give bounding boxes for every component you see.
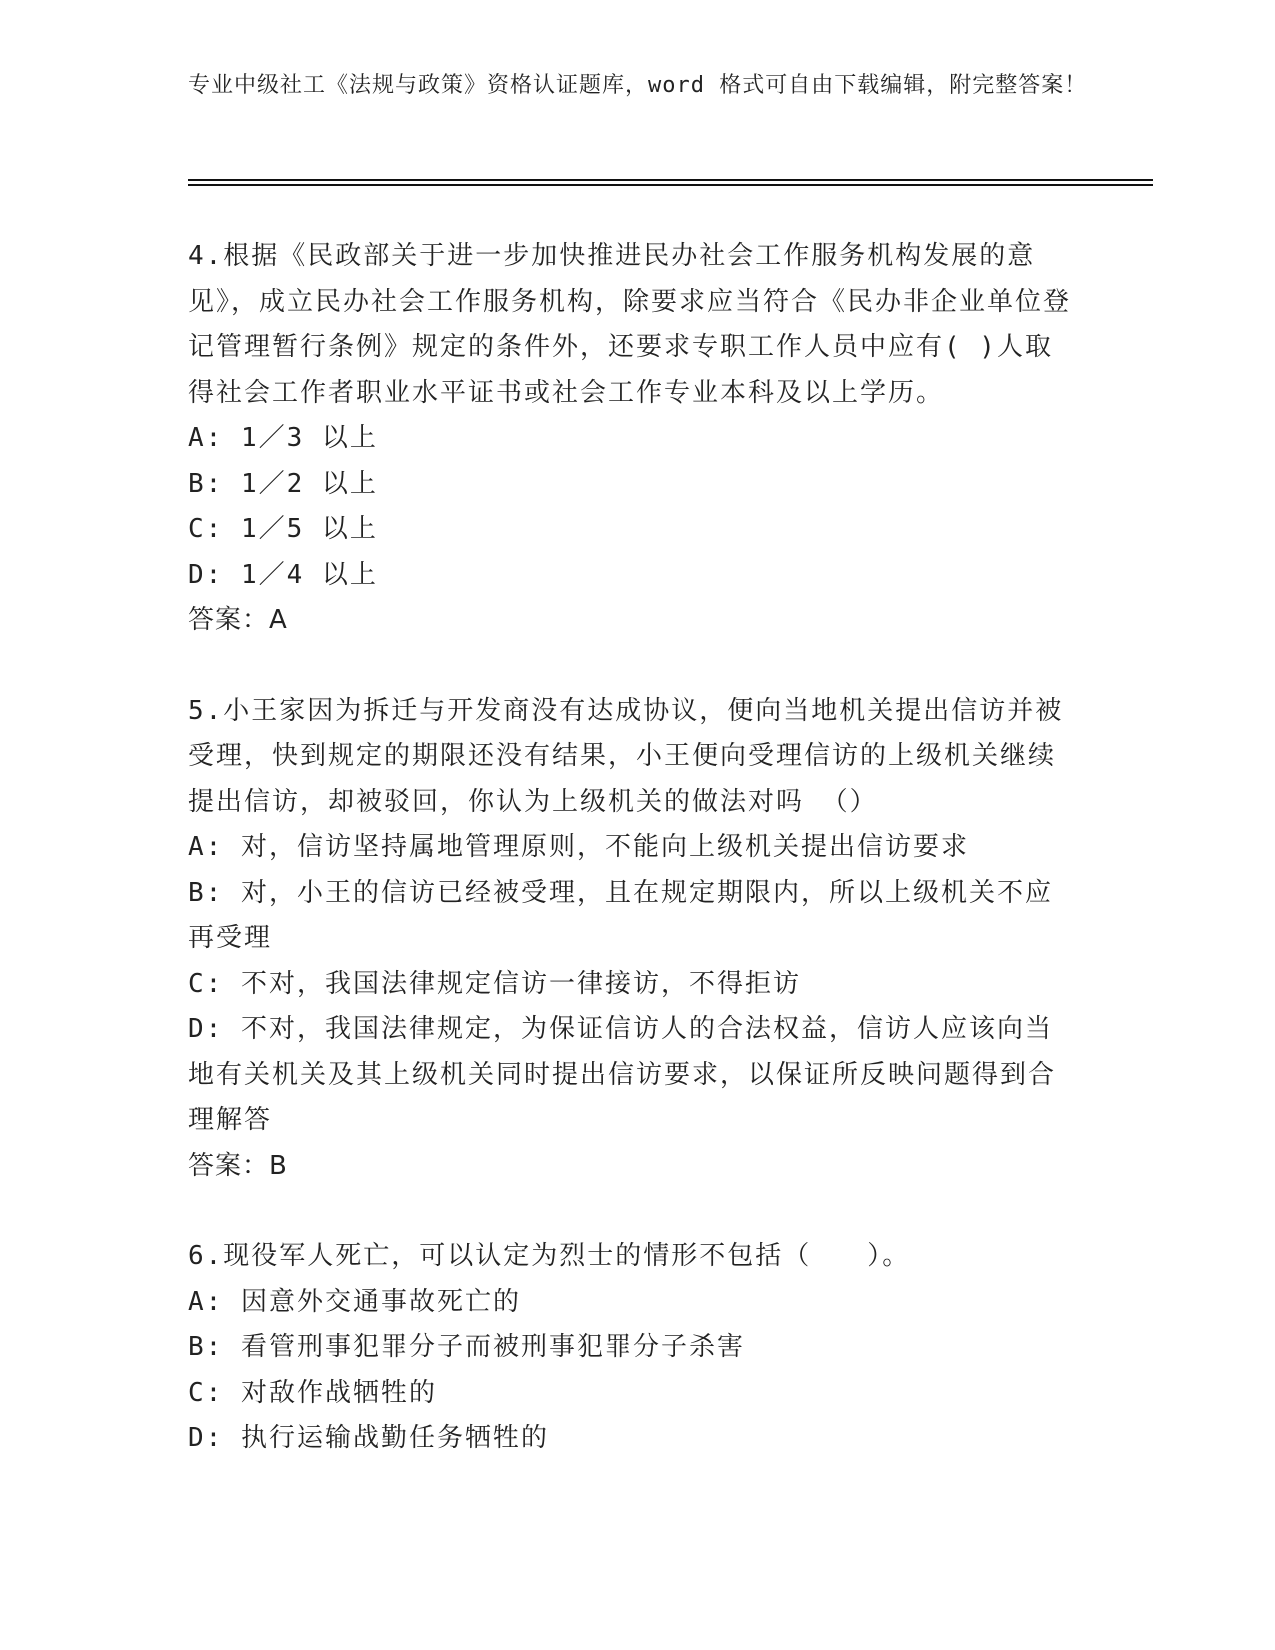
question-text: 6.现役军人死亡，可以认定为烈士的情形不包括（ ）。 [188,1241,911,1271]
answer: 答案：B [188,1150,288,1181]
spacer [188,1189,1078,1234]
option-d: D: 1／4 以上 [188,559,378,590]
question-5 [188,689,1078,1190]
option-c: C: 对敌作战牺牲的 [188,1377,437,1408]
question-text: 4.根据《民政部关于进一步加快推进民办社会工作服务机构发展的意见》，成立民办社会工作服务机构，除要求应当符合《民办非企业单位登记管理暂行条例》规定的条件外，还要求专职工作人员中应有( )人取得社会工作者职业水平证书或社会工作专业本科及以上学历。 [188,241,1072,408]
header-divider-bottom [188,184,1153,186]
option-a: A: 对，信访坚持属地管理原则，不能向上级机关提出信访要求 [188,832,969,862]
header-divider-top [188,179,1153,181]
spacer [188,644,1078,689]
question-text: 5.小王家因为拆迁与开发商没有达成协议，便向当地机关提出信访并被受理，快到规定的期限还没有结果，小王便向受理信访的上级机关继续提出信访，却被驳回，你认为上级机关的做法对吗 （） [188,695,1064,817]
option-b: B: 1／2 以上 [188,468,378,499]
question-list [188,234,1078,1462]
header-text: 专业中级社工《法规与政策》资格认证题库，word 格式可自由下载编辑，附完整答案！ [188,73,1088,98]
option-a: A: 因意外交通事故死亡的 [188,1286,521,1317]
document-header [188,70,1088,102]
question-6 [188,1234,1078,1462]
option-b: B: 看管刑事犯罪分子而被刑事犯罪分子杀害 [188,1332,745,1362]
option-d: D: 不对，我国法律规定，为保证信访人的合法权益，信访人应该向当地有关机关及其上级机关同时提出信访要求，以保证所反映问题得到合理解答 [188,1014,1057,1135]
option-b: B: 对，小王的信访已经被受理，且在规定期限内，所以上级机关不应再受理 [188,877,1053,953]
option-a: A: 1／3 以上 [188,423,378,453]
question-4 [188,234,1078,644]
option-d: D: 执行运输战勤任务牺牲的 [188,1423,549,1453]
option-c: C: 不对，我国法律规定信访一律接访，不得拒访 [188,968,801,999]
option-c: C: 1／5 以上 [188,514,378,544]
answer: 答案：A [188,605,288,635]
